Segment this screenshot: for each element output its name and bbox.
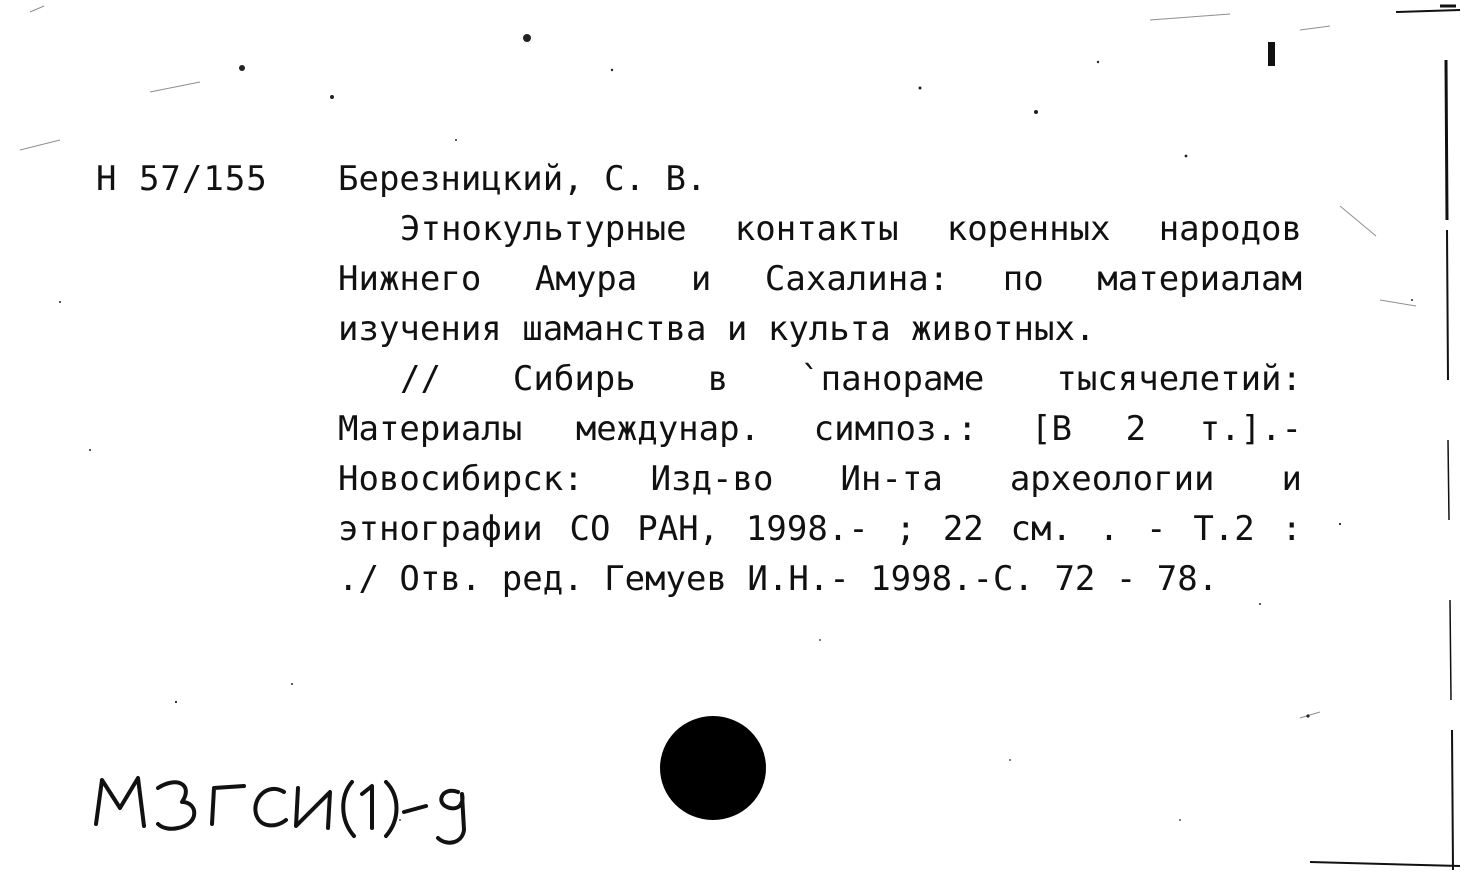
- title-line-1: Этнокультурные контакты коренных народов: [400, 209, 1302, 249]
- title-line-2: Нижнего Амура и Сахалина: по материалам: [338, 259, 1302, 299]
- bibliographic-entry: [338, 154, 1302, 604]
- editor-pages-line: ./ Отв. ред. Гемуев И.Н.- 1998.-С. 72 - 78.: [338, 559, 1219, 599]
- imprint-line-1: Новосибирск: Изд-во Ин-та археологии и: [338, 459, 1302, 499]
- source-line-1: // Сибирь в `панораме тысячелетий:: [400, 359, 1302, 399]
- handwritten-code: [86, 758, 516, 848]
- author-line: Березницкий, С. В.: [338, 159, 707, 199]
- hole-punch: [660, 716, 766, 820]
- shelf-mark: Н 57/155: [96, 159, 268, 199]
- title-line-3: изучения шаманства и культа животных.: [338, 309, 1096, 349]
- source-line-2: Материалы междунар. симпоз.: [В 2 т.].-: [338, 409, 1302, 449]
- imprint-line-2: этнографии СО РАН, 1998.- ; 22 см. . - Т.2 :: [338, 509, 1302, 549]
